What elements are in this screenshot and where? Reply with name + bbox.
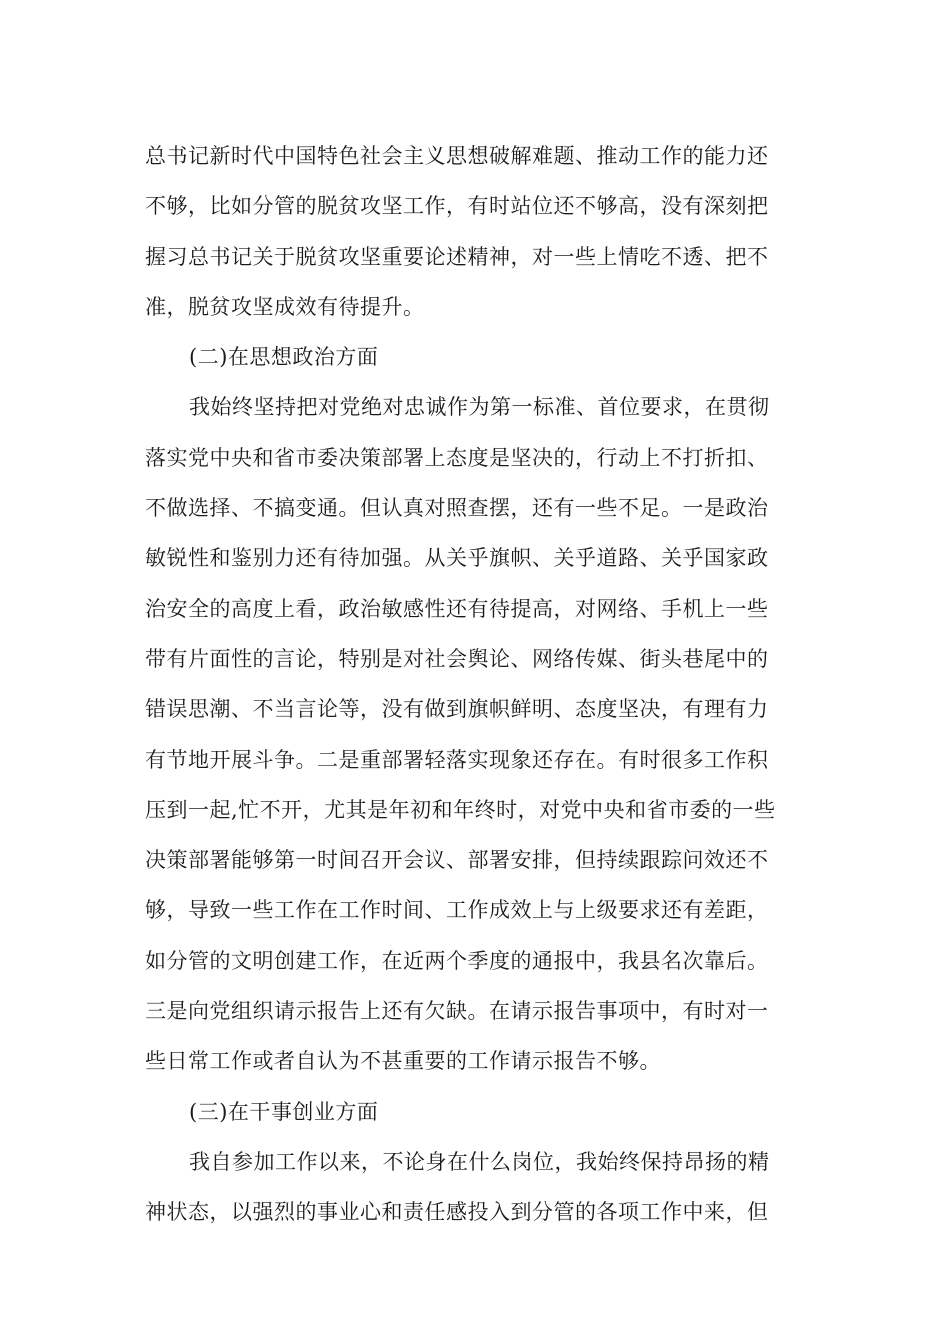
text-line: 不做选择、不搞变通。但认真对照查摆，还有一些不足。一是政治 [145, 496, 769, 521]
text-line: 有节地开展斗争。二是重部署轻落实现象还存在。有时很多工作积 [145, 747, 769, 772]
paragraph-start-line: 我自参加工作以来，不论身在什么岗位，我始终保持昂扬的精 [189, 1149, 770, 1174]
text-line: 三是向党组织请示报告上还有欠缺。在请示报告事项中，有时对一 [145, 999, 769, 1024]
text-line: 握习总书记关于脱贫攻坚重要论述精神，对一些上情吃不透、把不 [145, 244, 769, 269]
text-line: 错误思潮、不当言论等，没有做到旗帜鲜明、态度坚决，有理有力 [145, 697, 769, 722]
text-line: 治安全的高度上看，政治敏感性还有待提高，对网络、手机上一些 [145, 596, 769, 621]
paragraph-start-line: 我始终坚持把对党绝对忠诚作为第一标准、首位要求，在贯彻 [189, 395, 770, 420]
text-line: 带有片面性的言论，特别是对社会舆论、网络传媒、街头巷尾中的 [145, 646, 769, 671]
text-line: 决策部署能够第一时间召开会议、部署安排，但持续跟踪问效还不 [145, 848, 769, 873]
text-line: 些日常工作或者自认为不甚重要的工作请示报告不够。 [145, 1049, 661, 1074]
text-line: 准，脱贫攻坚成效有待提升。 [145, 294, 425, 319]
text-line: 神状态，以强烈的事业心和责任感投入到分管的各项工作中来，但 [145, 1200, 769, 1225]
text-line: 总书记新时代中国特色社会主义思想破解难题、推动工作的能力还 [145, 144, 769, 168]
text-line: 敏锐性和鉴别力还有待加强。从关乎旗帜、关乎道路、关乎国家政 [145, 546, 769, 571]
text-line: 如分管的文明创建工作，在近两个季度的通报中，我县名次靠后。 [145, 948, 769, 973]
text-line: 不够，比如分管的脱贫攻坚工作，有时站位还不够高，没有深刻把 [145, 194, 769, 219]
section-heading: (三)在干事创业方面 [189, 1099, 379, 1124]
text-line: 够，导致一些工作在工作时间、工作成效上与上级要求还有差距， [145, 898, 769, 923]
section-heading: (二)在思想政治方面 [189, 345, 379, 370]
document-body [145, 131, 805, 1238]
text-line: 落实党中央和省市委决策部署上态度是坚决的，行动上不打折扣、 [145, 445, 769, 470]
text-line: 压到一起,忙不开，尤其是年初和年终时，对党中央和省市委的一些 [145, 797, 776, 822]
